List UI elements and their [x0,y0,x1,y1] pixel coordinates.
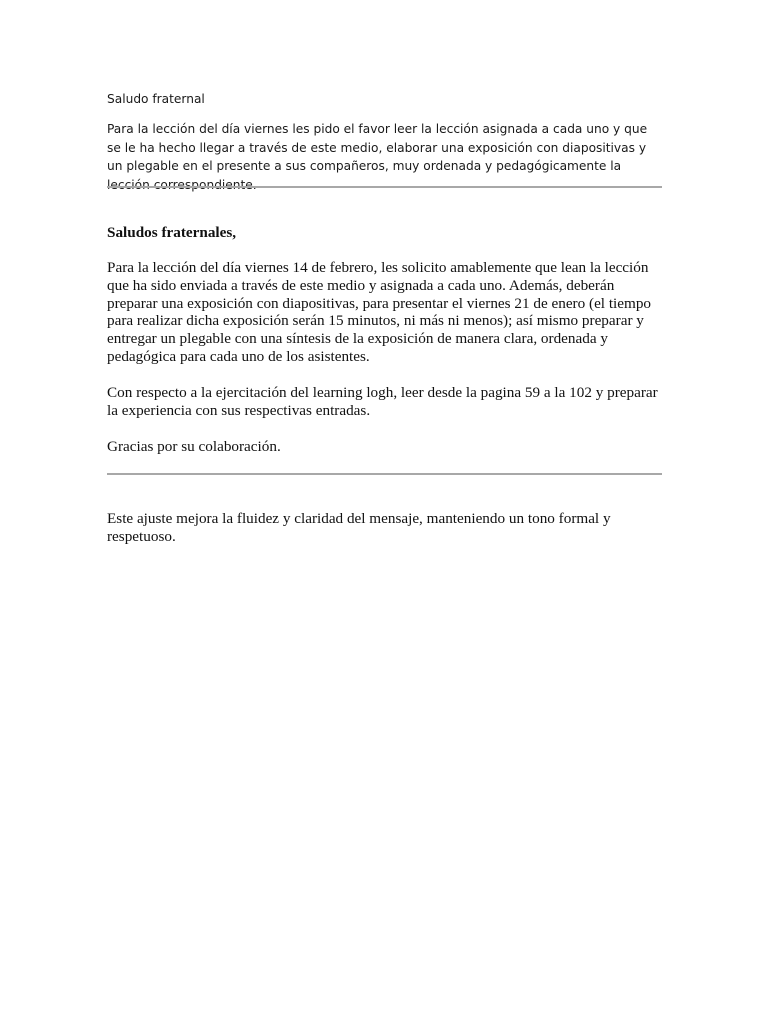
divider-top [107,186,662,188]
original-greeting: Saludo fraternal [107,92,205,106]
footer-note: Este ajuste mejora la fluidez y claridad del mensaje, manteniendo un tono formal y respetuoso. [107,510,611,545]
revised-paragraph-1: Para la lección del día viernes 14 de febrero, les solicito amablemente que lean la lección que ha sido enviada a través de este medio y asignada a cada uno. Además, deberán preparar una exposición con diapositivas, para presentar el viernes 21 de enero (el tiempo para realizar dicha exposición serán 15 minutos, ni más ni menos); así mismo preparar y entregar un plegable con una síntesis de la exposición de manera clara, ordenada y pedagógica para cada uno de los asistentes. [107,259,652,365]
revised-paragraph-2: Con respecto a la ejercitación del learning logh, leer desde la pagina 59 a la 102 y preparar la experiencia con sus respectivas entradas. [107,384,658,419]
revised-closing: Gracias por su colaboración. [107,438,281,455]
divider-bottom [107,473,662,475]
revised-greeting: Saludos fraternales, [107,224,237,241]
original-body: Para la lección del día viernes les pido el favor leer la lección asignada a cada uno y que se le ha hecho llegar a través de este medio, elaborar una exposición con diapositivas y un plegable en el presente a sus compañeros, muy ordenada y pedagógicamente la lección correspondiente. [107,122,648,192]
